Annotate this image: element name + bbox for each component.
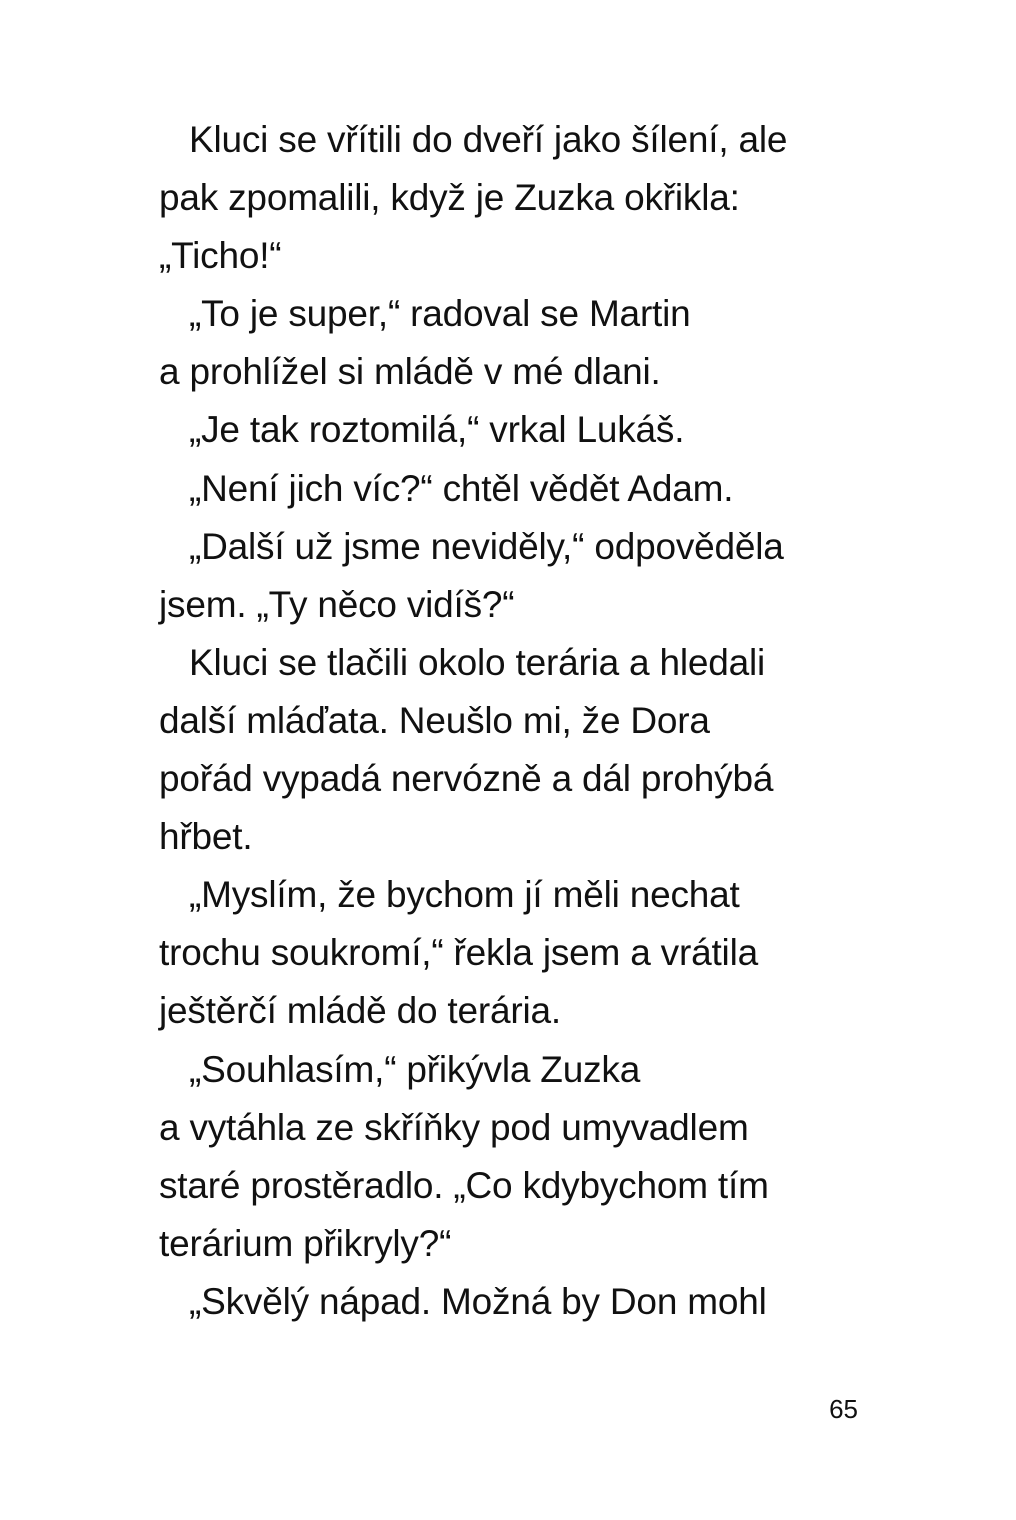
- text-line: „Skvělý nápad. Možná by Don mohl: [189, 1280, 767, 1322]
- text-line: a prohlížel si mládě v mé dlani.: [159, 351, 661, 393]
- text-line: staré prostěradlo. „Co kdybychom tím: [159, 1164, 769, 1206]
- text-line: terárium přikryly?“: [159, 1222, 452, 1264]
- text-line: jsem. „Ty něco vidíš?“: [159, 583, 515, 625]
- text-line: Kluci se tlačili okolo terária a hledali: [189, 641, 766, 683]
- text-line: trochu soukromí,“ řekla jsem a vrátila: [159, 932, 758, 974]
- text-line: další mláďata. Neušlo mi, že Dora: [159, 699, 710, 741]
- text-line: „Ticho!“: [159, 235, 282, 277]
- text-line: „Myslím, že bychom jí měli nechat: [189, 874, 740, 916]
- text-line: „Další už jsme neviděly,“ odpověděla: [189, 525, 784, 567]
- body-text: [159, 111, 879, 1331]
- text-line: Kluci se vřítili do dveří jako šílení, ale: [189, 119, 788, 160]
- text-line: „Je tak roztomilá,“ vrkal Lukáš.: [189, 409, 685, 451]
- text-line: pak zpomalili, když je Zuzka okřikla:: [159, 177, 740, 219]
- text-line: pořád vypadá nervózně a dál prohýbá: [159, 758, 774, 800]
- text-line: hřbet.: [159, 816, 253, 858]
- text-line: ještěrčí mládě do terária.: [159, 990, 561, 1032]
- text-line: „To je super,“ radoval se Martin: [189, 293, 691, 335]
- text-line: „Souhlasím,“ přikývla Zuzka: [189, 1048, 641, 1090]
- text-line: a vytáhla ze skříňky pod umyvadlem: [159, 1106, 749, 1148]
- page-number: 65: [829, 1394, 858, 1424]
- text-line: „Není jich víc?“ chtěl vědět Adam.: [189, 467, 734, 509]
